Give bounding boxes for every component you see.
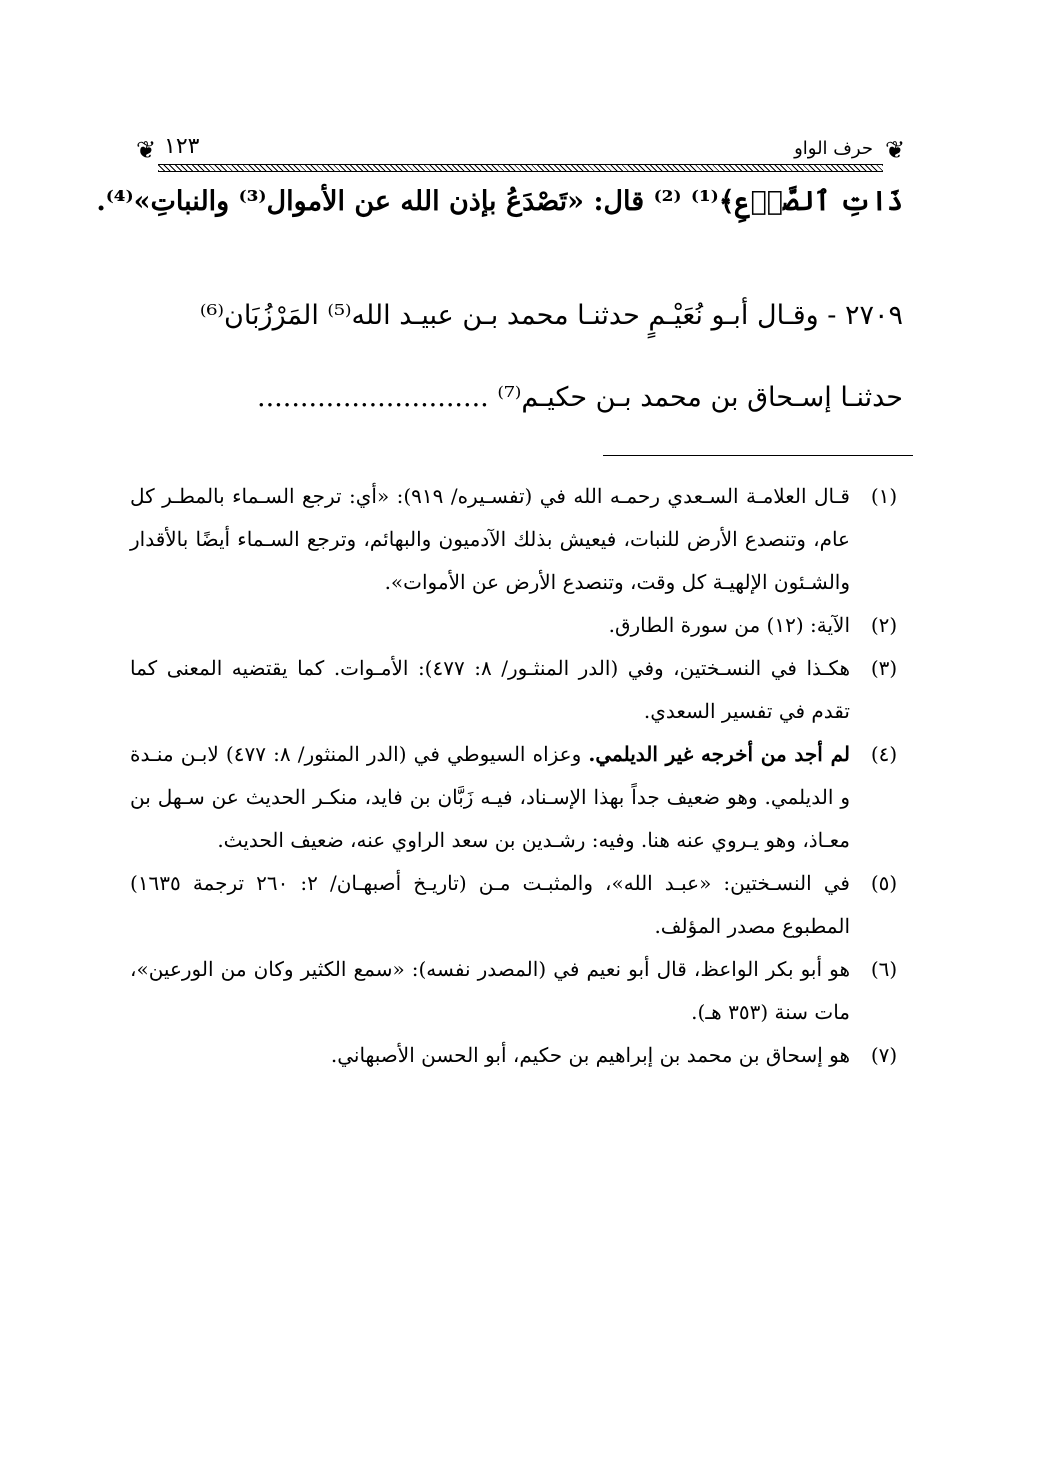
- footnote: [130, 862, 910, 948]
- main-text-line-3: حدثنـا إسـحاق بن محمد بـن حكيـم⁽⁷⁾ ...........................: [257, 382, 903, 413]
- footnote-number: (٢): [870, 613, 898, 637]
- footnote: [130, 647, 910, 733]
- footnote-text: هو أبو بكر الواعظ، قال أبو نعيم في (المصدر نفسه): «سمع الكثير وكان من الورعين»، مات سنة (٣٥٣ هـ).: [130, 957, 850, 1024]
- ornament-right-icon: ❦: [884, 136, 906, 164]
- footnote-text: وعزاه السيوطي في (الدر المنثور/ ٨: ٤٧٧) لابـن منـدة و الديلمي. وهو ضعيف جداً بهذا الإسـناد، فيـه زَبَّان بن فايد، منكـر الحديث عن سـهل بن معـاذ، وهو يـروي عنه هنا. وفيه: رشـدين بن سعد الراوي عنه، ضعيف الحديث.: [130, 742, 850, 852]
- footnote-number: (٣): [870, 656, 898, 680]
- section-title: حرف الواو: [794, 138, 873, 159]
- footnote: [130, 604, 910, 647]
- footnote-text: في النسـختين: «عبـد الله»، والمثبـت مـن (تاريـخ أصبهـان/ ٢: ٢٦٠ ترجمة ١٦٣٥) المطبوع مصدر المؤلف.: [130, 871, 850, 938]
- footnote: [130, 475, 910, 604]
- footnote-text: هكـذا في النسـختين، وفي (الدر المنثـور/ ٨: ٤٧٧): الأمـوات. كما يقتضيه المعنى كما تقدم في تفسير السعدي.: [130, 656, 850, 723]
- footnote-number: (١): [870, 484, 898, 508]
- footnote-text: قـال العلامـة السـعدي رحمـه الله في (تفسـيره/ ٩١٩): «أي: ترجع السـماء بالمطـر كل عام، وتنصدع الأرض للنبات، فيعيش بذلك الآدميون والبهائم، وترجع السـماء أيضًا بالأقدار والشـئون الإلهيـة كل وقت، وتنصدع الأرض عن الأموات».: [130, 484, 850, 594]
- footnote: [130, 1034, 910, 1077]
- footnote-separator: [603, 455, 913, 456]
- footnote-number: (٥): [870, 871, 898, 895]
- footnote-bold-text: لم أجد من أخرجه غير الديلمي.: [588, 742, 850, 766]
- header-rule: [158, 164, 883, 172]
- footnote-number: (٧): [870, 1043, 898, 1067]
- footnote-number: (٦): [870, 957, 898, 981]
- footnote-number: (٤): [870, 742, 898, 766]
- main-text-line-2: ٢٧٠٩ - وقـال أبـو نُعَيْـمٍ حدثنـا محمد بـن عبيـد الله⁽⁵⁾ المَرْزُبَان⁽⁶⁾: [199, 300, 903, 331]
- page-number: ١٢٣: [164, 134, 200, 159]
- footnote: [130, 733, 910, 862]
- main-text-line-1: ذَاتِ ٱلصَّدۡعِ﴾⁽¹⁾ ⁽²⁾ قال: «تَصْدَعُ بإذن الله عن الأموال⁽³⁾ والنباتِ»⁽⁴⁾.: [96, 186, 903, 217]
- footnote-text: هو إسحاق بن محمد بن إبراهيم بن حكيم، أبو الحسن الأصبهاني.: [330, 1043, 850, 1067]
- footnote-text: الآية: (١٢) من سورة الطارق.: [608, 613, 850, 637]
- ornament-left-icon: ❦: [135, 136, 157, 164]
- page-header: [128, 124, 913, 176]
- footnotes: [130, 475, 910, 1077]
- footnote: [130, 948, 910, 1034]
